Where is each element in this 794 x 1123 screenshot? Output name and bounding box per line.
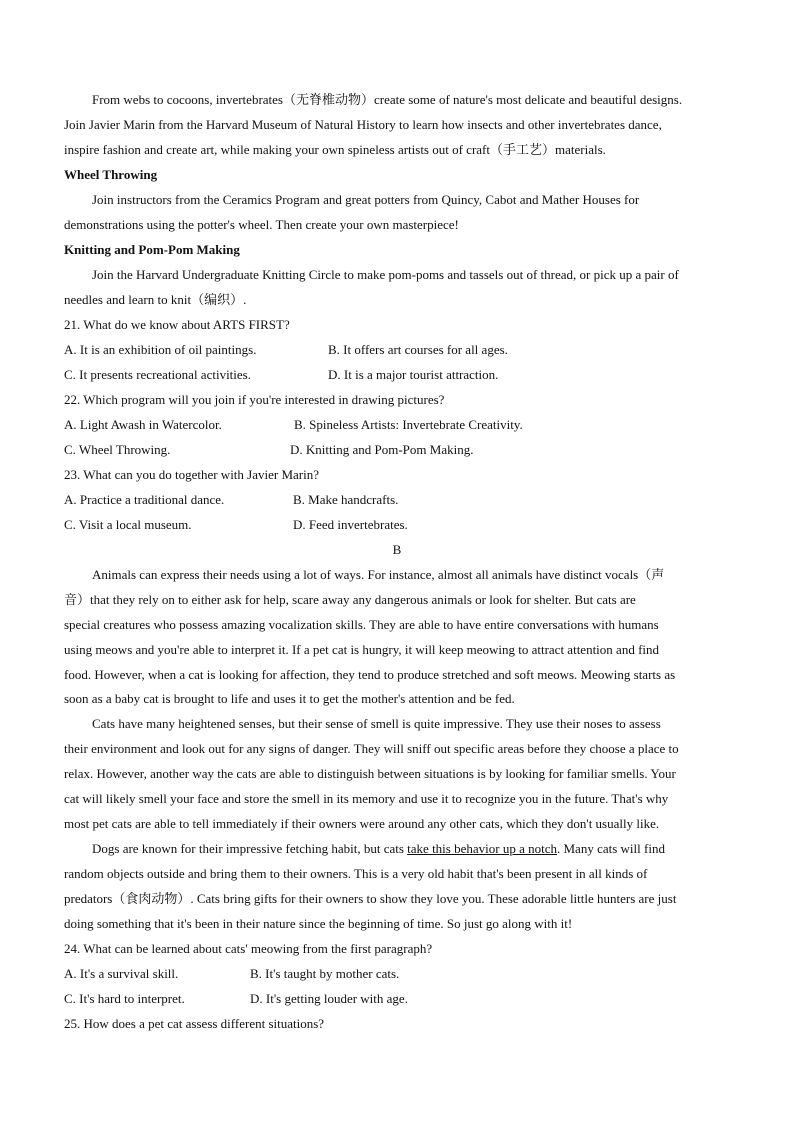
answer-option: C. Visit a local museum.: [64, 517, 192, 532]
answer-option: D. It's getting louder with age.: [250, 991, 408, 1006]
paragraph-line: most pet cats are able to tell immediately if their owners were around any other cats, which they don't usually like.: [64, 816, 660, 831]
wheel-throwing-heading: Wheel Throwing: [64, 167, 158, 182]
wheel-line: demonstrations using the potter's wheel. Then create your own masterpiece!: [64, 217, 459, 232]
answer-option: C. It's hard to interpret.: [64, 991, 185, 1006]
wheel-line: Join instructors from the Ceramics Program and great potters from Quincy, Cabot and Mather Houses for: [92, 192, 640, 207]
question-stem: 24. What can be learned about cats' meowing from the first paragraph?: [64, 941, 433, 956]
underlined-phrase: take this behavior up a notch: [407, 841, 557, 856]
answer-option: B. Spineless Artists: Invertebrate Creativity.: [294, 417, 523, 432]
paragraph-line: Cats have many heightened senses, but their sense of smell is quite impressive. They use their noses to assess: [92, 716, 661, 731]
question-stem: 21. What do we know about ARTS FIRST?: [64, 317, 290, 332]
paragraph-line: doing something that it's been in their nature since the beginning of time. So just go along with it!: [64, 916, 573, 931]
question-stem: 25. How does a pet cat assess different situations?: [64, 1016, 325, 1031]
paragraph-line: relax. However, another way the cats are able to distinguish between situations is by looking for familiar smells. Your: [64, 766, 676, 781]
intro-line: Join Javier Marin from the Harvard Museum of Natural History to learn how insects and other invertebrates dance,: [64, 117, 662, 132]
answer-option: A. Practice a traditional dance.: [64, 492, 225, 507]
paragraph-line: their environment and look out for any signs of danger. They will sniff out specific areas before they choose a place to: [64, 741, 679, 756]
answer-option: A. It is an exhibition of oil paintings.: [64, 342, 257, 357]
answer-option: C. It presents recreational activities.: [64, 367, 251, 382]
question-stem: 23. What can you do together with Javier Marin?: [64, 467, 319, 482]
section-label: B: [392, 542, 402, 557]
knit-line: needles and learn to knit（编织）.: [64, 292, 247, 307]
paragraph-line: cat will likely smell your face and store the smell in its memory and use it to recognize you in the future. That's why: [64, 791, 669, 806]
question-stem: 22. Which program will you join if you're interested in drawing pictures?: [64, 392, 445, 407]
paragraph-line: [92, 840, 730, 858]
intro-line: From webs to cocoons, invertebrates（无脊椎动物）create some of nature's most delicate and beautiful designs.: [92, 92, 683, 107]
paragraph-line: soon as a baby cat is brought to life and uses it to get the mother's attention and be fed.: [64, 691, 515, 706]
answer-option: B. Make handcrafts.: [293, 492, 399, 507]
paragraph-line: special creatures who possess amazing vocalization skills. They are able to have entire conversations with humans: [64, 617, 659, 632]
paragraph-line: 音）that they rely on to either ask for help, scare away any dangerous animals or look for shelter. But cats are: [64, 592, 636, 607]
answer-option: D. Knitting and Pom-Pom Making.: [290, 442, 474, 457]
text-span: . Many cats will find: [557, 841, 665, 856]
knitting-heading: Knitting and Pom-Pom Making: [64, 242, 240, 257]
intro-line: inspire fashion and create art, while making your own spineless artists out of craft（手工艺）materials.: [64, 142, 606, 157]
answer-option: D. Feed invertebrates.: [293, 517, 408, 532]
answer-option: A. Light Awash in Watercolor.: [64, 417, 222, 432]
answer-option: B. It's taught by mother cats.: [250, 966, 400, 981]
paragraph-line: random objects outside and bring them to their owners. This is a very old habit that's been present in all kinds of: [64, 866, 648, 881]
answer-option: D. It is a major tourist attraction.: [328, 367, 499, 382]
paragraph-line: using meows and you're able to interpret it. If a pet cat is hungry, it will keep meowing to attract attention and find: [64, 642, 660, 657]
answer-option: A. It's a survival skill.: [64, 966, 179, 981]
paragraph-line: food. However, when a cat is looking for affection, they tend to produce stretched and soft meows. Meowing starts as: [64, 667, 676, 682]
text-span: Dogs are known for their impressive fetching habit, but cats: [92, 841, 408, 856]
paragraph-line: predators（食肉动物）. Cats bring gifts for their owners to show they love you. These adorable little hunters are just: [64, 891, 677, 906]
answer-option: C. Wheel Throwing.: [64, 442, 171, 457]
answer-option: B. It offers art courses for all ages.: [328, 342, 508, 357]
knit-line: Join the Harvard Undergraduate Knitting Circle to make pom-poms and tassels out of thread, or pick up a pair of: [92, 267, 679, 282]
paragraph-line: Animals can express their needs using a lot of ways. For instance, almost all animals have distinct vocals（声: [92, 567, 665, 582]
